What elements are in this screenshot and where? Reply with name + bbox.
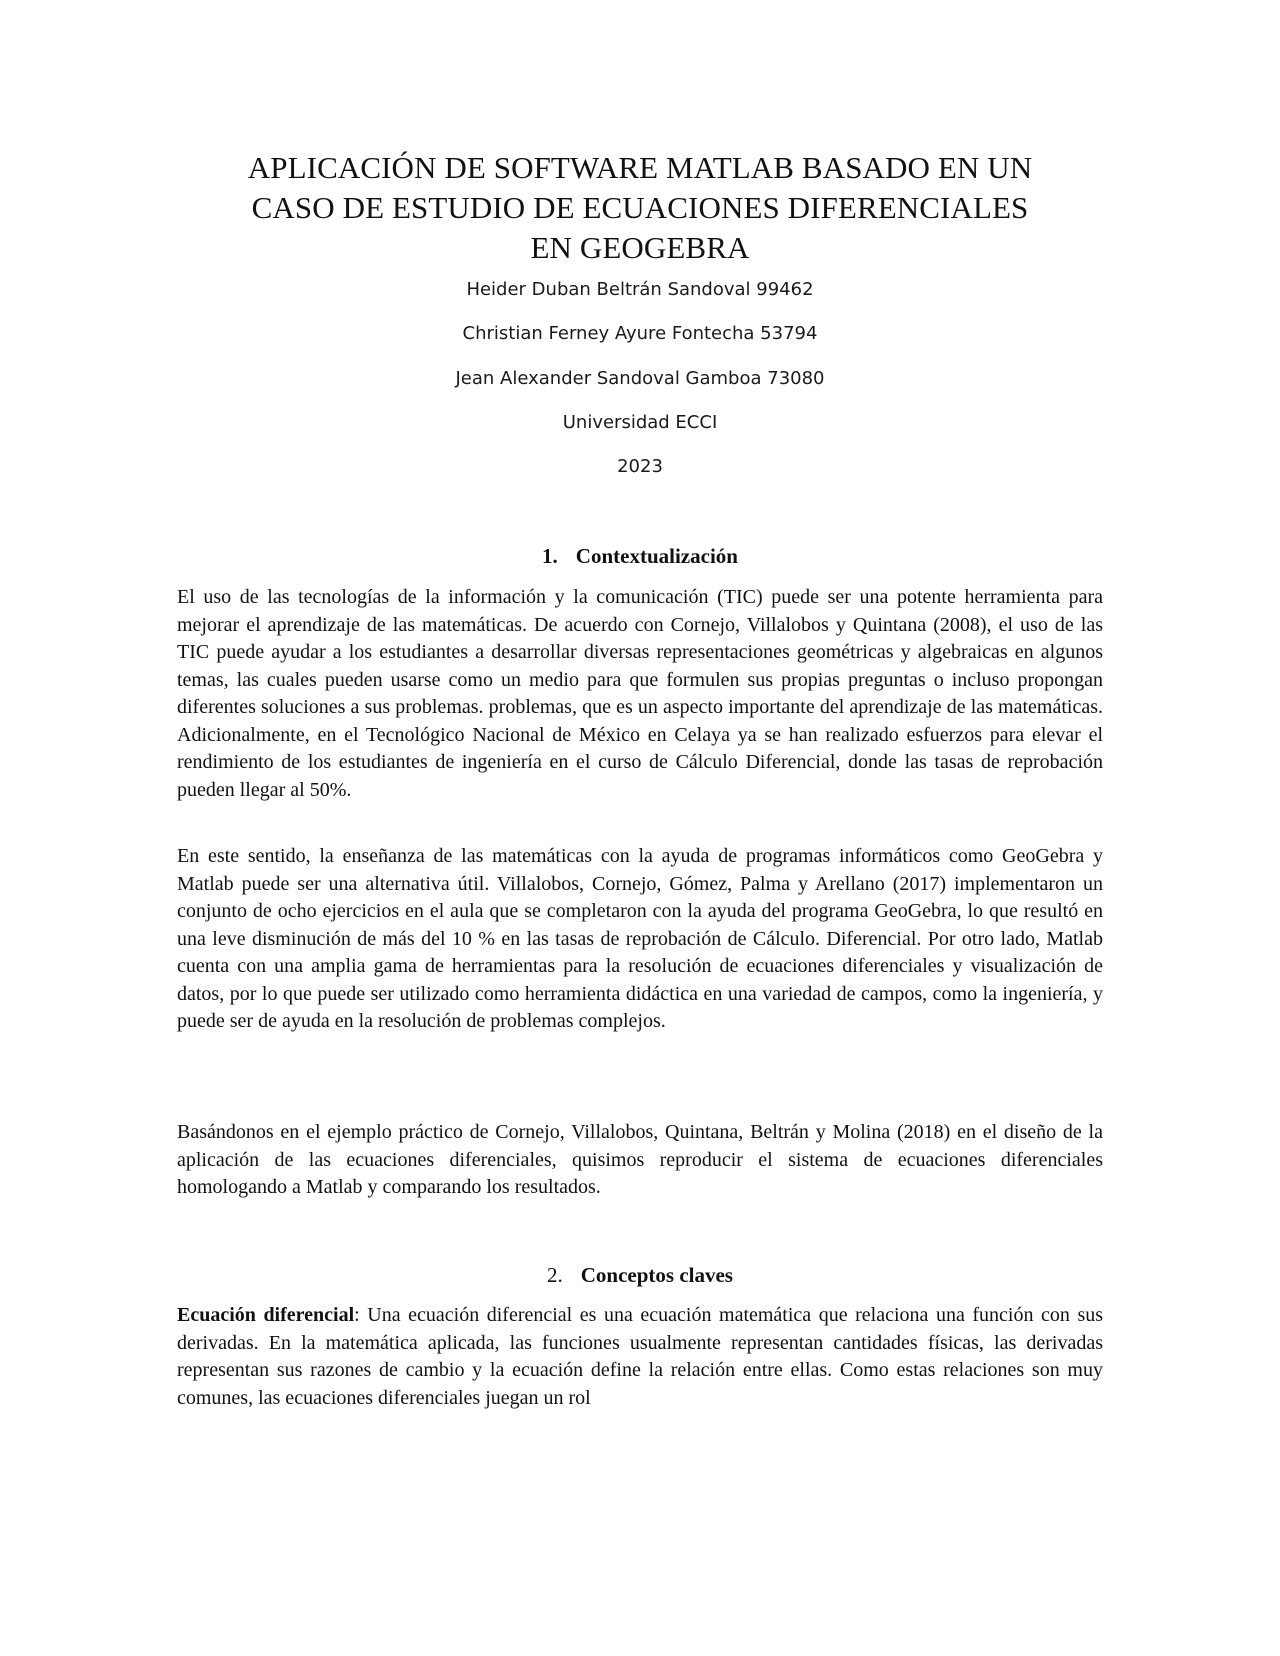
- section-1-paragraph-3: Basándonos en el ejemplo práctico de Cornejo, Villalobos, Quintana, Beltrán y Molina (2018) en el diseño de la aplicación de las ecuaciones diferenciales, quisimos reproducir el sistema de ecuaciones diferenciales homologando a Matlab y comparando los resultados.: [177, 1121, 1103, 1198]
- author-2: Christian Ferney Ayure Fontecha 53794: [462, 323, 818, 344]
- author-3: Jean Alexander Sandoval Gamboa 73080: [455, 368, 825, 389]
- title-line-3: EN GEOGEBRA: [530, 230, 750, 265]
- section-1-number: 1.: [542, 544, 558, 568]
- section-1-title: Contextualización: [575, 544, 738, 568]
- section-2-paragraph-1-text: : Una ecuación diferencial es una ecuación matemática que relaciona una función con sus derivadas. En la matemática aplicada, las funciones usualmente representan cantidades físicas, las derivadas representan sus razones de cambio y la ecuación define la relación entre ellas. Como estas relaciones son muy comunes, las ecuaciones diferenciales juegan un rol: [177, 1304, 1104, 1409]
- year: 2023: [617, 456, 663, 477]
- author-1: Heider Duban Beltrán Sandoval 99462: [466, 279, 814, 300]
- document-title: [160, 148, 1120, 268]
- section-2-heading: [0, 1262, 1280, 1288]
- section-2-title: Conceptos claves: [580, 1263, 733, 1287]
- section-2-paragraph-1: [177, 1302, 1103, 1412]
- term-ecuacion-diferencial: Ecuación diferencial: [177, 1304, 355, 1326]
- section-1-heading: [0, 543, 1280, 569]
- section-2-number: 2.: [547, 1263, 563, 1287]
- section-1-paragraph-2: En este sentido, la enseñanza de las matemáticas con la ayuda de programas informáticos como GeoGebra y Matlab puede ser una alternativa útil. Villalobos, Cornejo, Gómez, Palma y Arellano (2017) implementaron un conjunto de ocho ejercicios en el aula que se completaron con la ayuda del programa GeoGebra, lo que resultó en una leve disminución de más del 10 % en las tasas de reprobación de Cálculo. Diferencial. Por otro lado, Matlab cuenta con una amplia gama de herramientas para la resolución de ecuaciones diferenciales y visualización de datos, por lo que puede ser utilizado como herramienta didáctica en una variedad de campos, como la ingeniería, y puede ser de ayuda en la resolución de problemas complejos.: [177, 845, 1103, 1032]
- title-line-2: CASO DE ESTUDIO DE ECUACIONES DIFERENCIALES: [251, 190, 1029, 225]
- institution: Universidad ECCI: [562, 412, 718, 433]
- title-line-1: APLICACIÓN DE SOFTWARE MATLAB BASADO EN UN: [247, 150, 1033, 185]
- section-1-paragraph-1: El uso de las tecnologías de la información y la comunicación (TIC) puede ser una potente herramienta para mejorar el aprendizaje de las matemáticas. De acuerdo con Cornejo, Villalobos y Quintana (2008), el uso de las TIC puede ayudar a los estudiantes a desarrollar diversas representaciones geométricas y algebraicas en algunos temas, las cuales pueden usarse como un medio para que formulen sus propias preguntas o incluso propongan diferentes soluciones a sus problemas. problemas, que es un aspecto importante del aprendizaje de las matemáticas. Adicionalmente, en el Tecnológico Nacional de México en Celaya ya se han realizado esfuerzos para elevar el rendimiento de los estudiantes de ingeniería en el curso de Cálculo Diferencial, donde las tasas de reprobación pueden llegar al 50%.: [177, 586, 1103, 801]
